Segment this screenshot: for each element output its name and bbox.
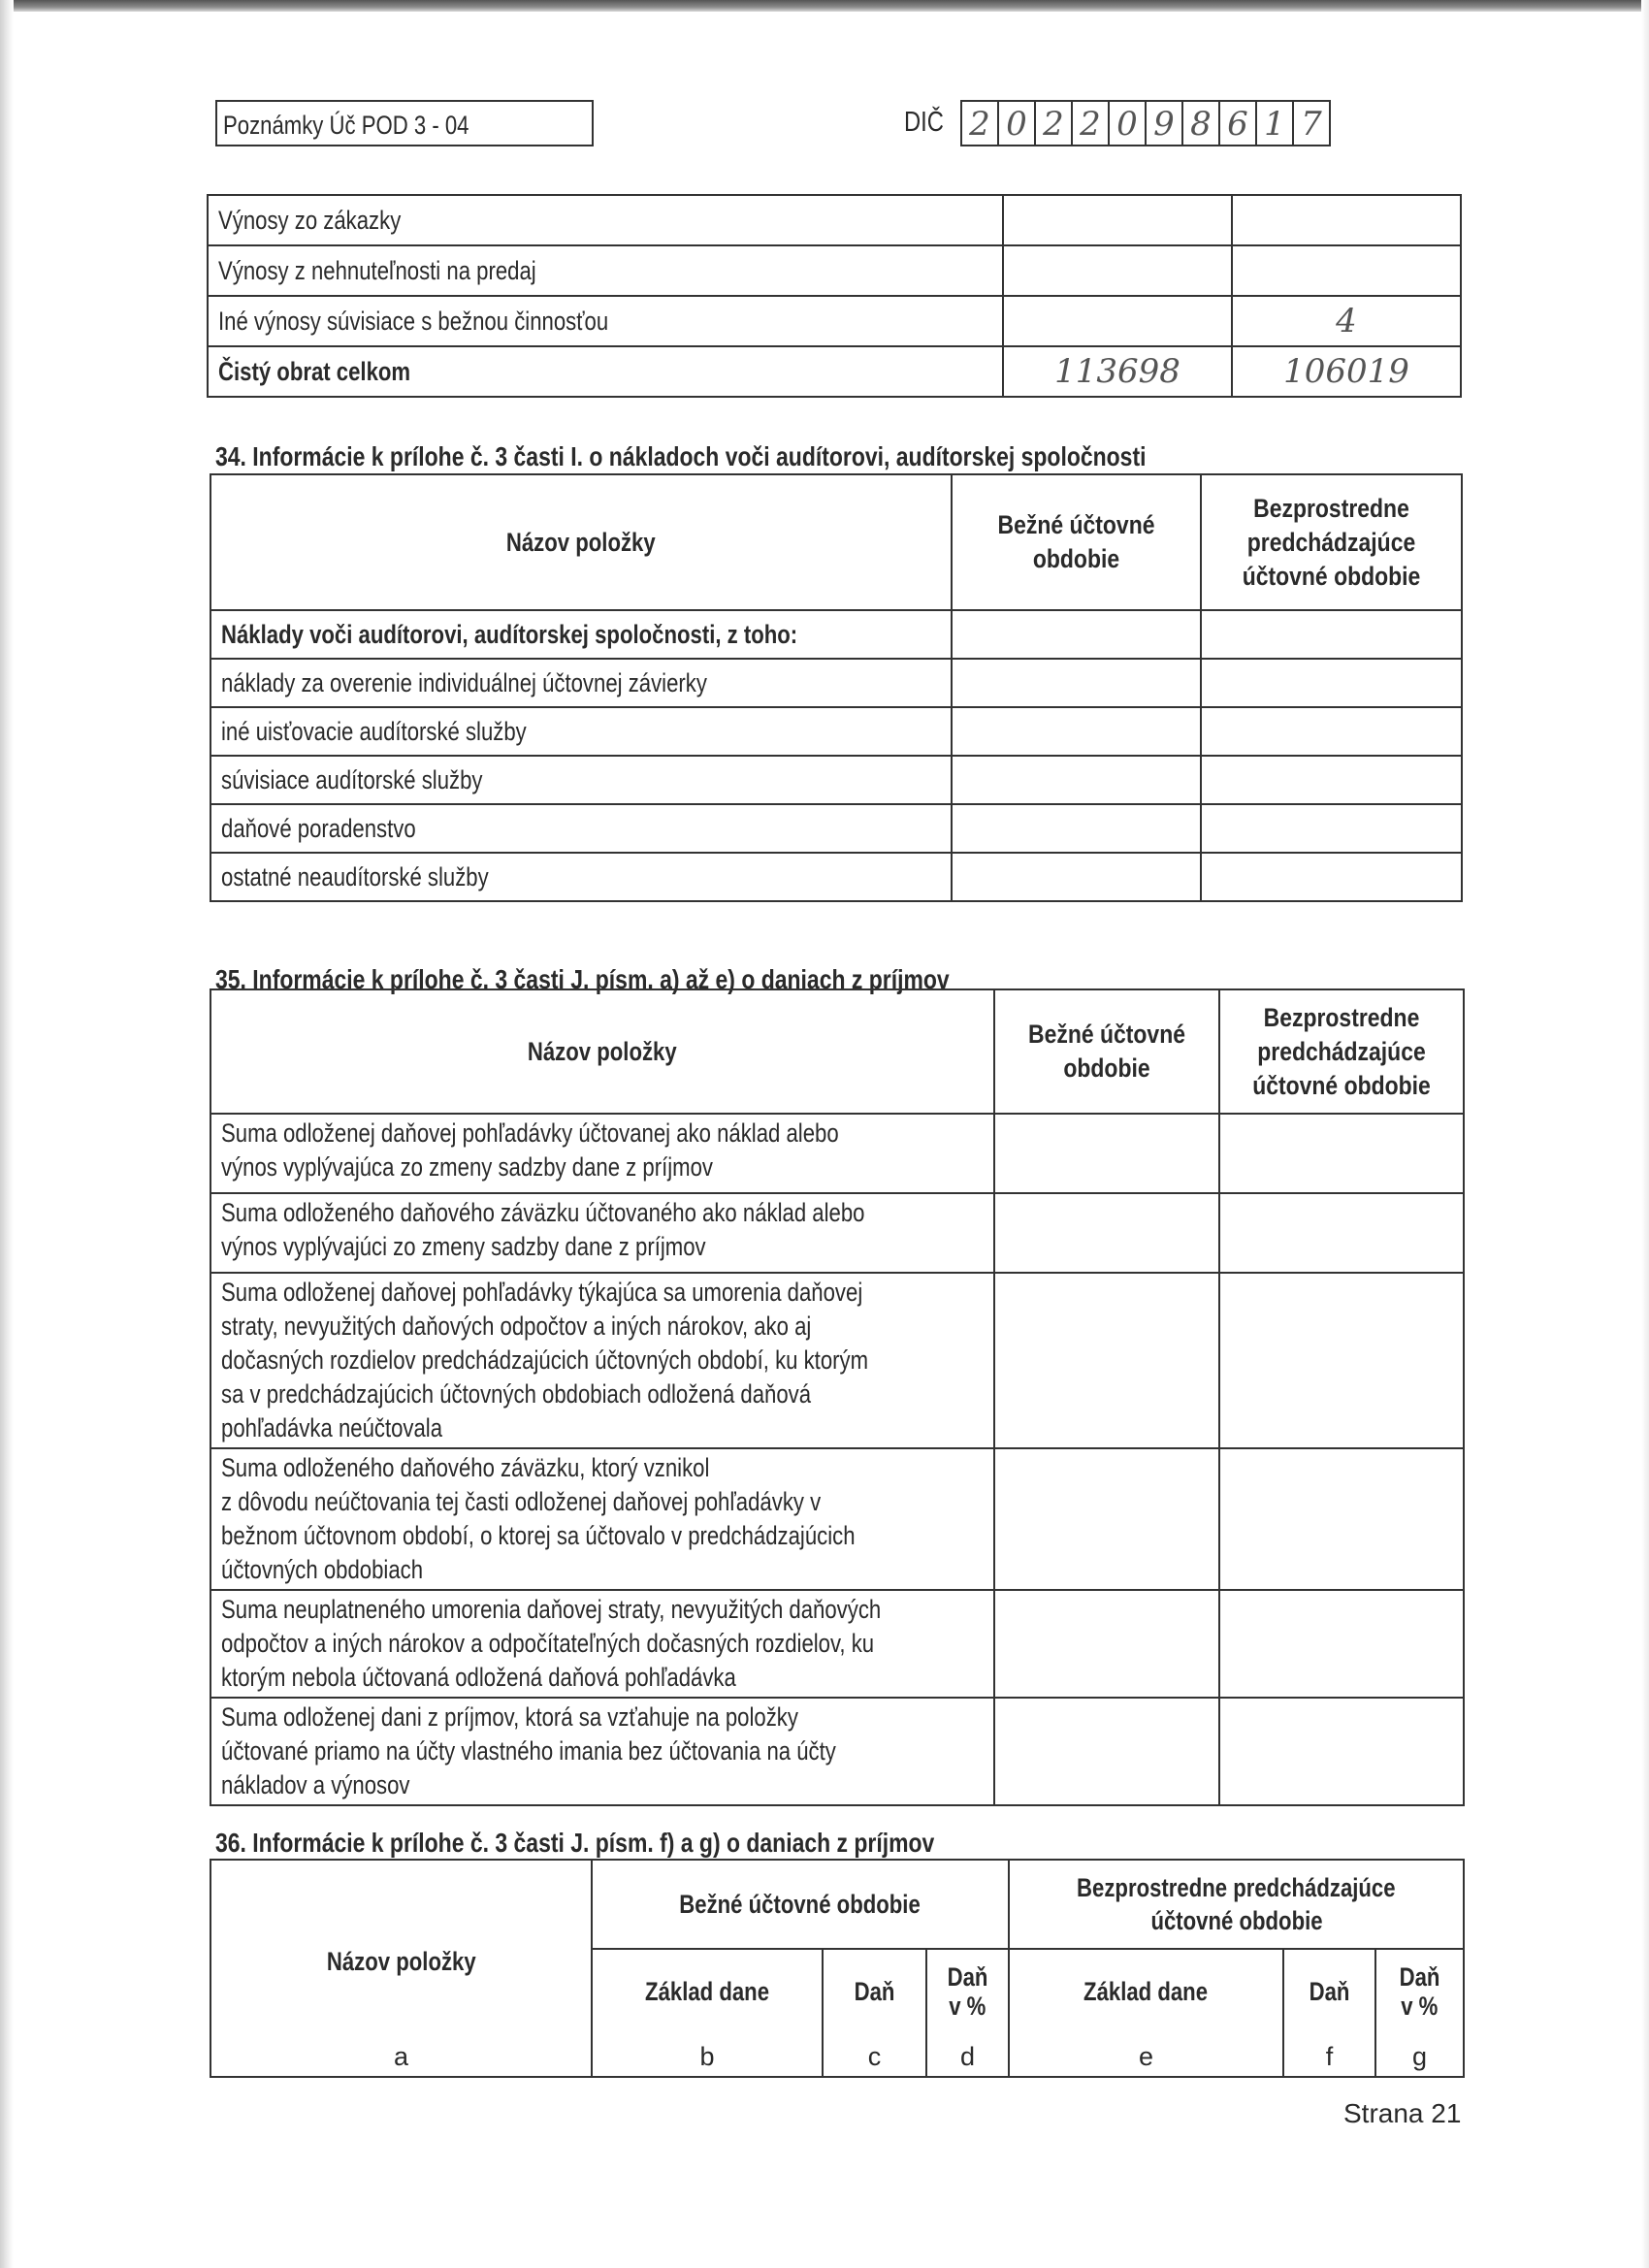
dic-field[interactable] <box>960 100 1331 146</box>
previous-period-cell[interactable] <box>1201 659 1462 707</box>
previous-period-cell[interactable] <box>1232 245 1461 296</box>
table-row <box>210 707 1462 756</box>
table-row <box>208 245 1461 296</box>
current-period-cell[interactable] <box>952 756 1201 804</box>
table-row <box>208 296 1461 346</box>
current-period-cell[interactable] <box>994 1448 1219 1590</box>
col-header-item: Názov položky <box>210 474 952 610</box>
table-row <box>210 1448 1464 1590</box>
dic-digit[interactable]: 2 <box>962 102 999 145</box>
dic-digit[interactable]: 6 <box>1220 102 1257 145</box>
row-label: Výnosy zo zákazky <box>208 195 1003 245</box>
document-id: Poznámky Úč POD 3 - 04 <box>223 111 469 140</box>
row-label: náklady za overenie individuálnej účtovnej závierky <box>210 659 952 707</box>
row-label: Suma odloženého daňového záväzku, ktorý vznikol z dôvodu neúčtovania tej časti odloženej daňovej pohľadávky v bežnom účtovnom období, o ktorej sa účtovalo v predchádzajúcich účtovných obdobiach <box>210 1448 994 1590</box>
col-header-tax-pct-current: Daň v % <box>926 1949 1009 2032</box>
document-id-box <box>215 100 594 146</box>
table-row <box>210 853 1462 901</box>
income-tax-table <box>210 988 1465 1806</box>
header-row <box>210 474 1462 610</box>
table-row <box>210 1698 1464 1805</box>
current-period-cell[interactable] <box>1003 195 1232 245</box>
previous-period-cell[interactable]: 4 <box>1232 296 1461 346</box>
current-period-cell[interactable] <box>952 707 1201 756</box>
scan-edge-left <box>0 0 14 2268</box>
header-row <box>210 1860 1464 1949</box>
current-period-cell[interactable] <box>952 853 1201 901</box>
auditor-costs-table <box>210 473 1463 902</box>
column-letter: f <box>1283 2032 1375 2077</box>
table-row <box>210 610 1462 659</box>
row-label: Suma odloženej daňovej pohľadávky účtovanej ako náklad alebo výnos vyplývajúca zo zmeny sadzby dane z príjmov <box>210 1114 994 1193</box>
table-row-total <box>208 346 1461 397</box>
dic-digit[interactable]: 0 <box>999 102 1036 145</box>
section-34-title: 34. Informácie k prílohe č. 3 časti I. o nákladoch voči audítorovi, audítorskej spoločnosti <box>215 441 1147 471</box>
col-header-current: Bežné účtovné obdobie <box>994 989 1219 1114</box>
current-period-cell[interactable] <box>994 1114 1219 1193</box>
col-header-previous: Bezprostredne predchádzajúce účtovné obdobie <box>1201 474 1462 610</box>
dic-digit[interactable]: 0 <box>1110 102 1147 145</box>
dic-label: DIČ <box>904 107 944 138</box>
previous-period-cell[interactable] <box>1201 853 1462 901</box>
column-letter: g <box>1375 2032 1464 2077</box>
column-letter: e <box>1009 2032 1283 2077</box>
row-label: Výnosy z nehnuteľnosti na predaj <box>208 245 1003 296</box>
previous-period-cell[interactable] <box>1201 804 1462 853</box>
previous-period-cell[interactable] <box>1201 756 1462 804</box>
row-label: Náklady voči audítorovi, audítorskej spoločnosti, z toho: <box>210 610 952 659</box>
column-letter: a <box>210 2032 592 2077</box>
table-row <box>210 659 1462 707</box>
section-35-title: 35. Informácie k prílohe č. 3 časti J. písm. a) až e) o daniach z príjmov <box>215 964 950 994</box>
scan-edge-right <box>1641 0 1649 2268</box>
income-tax-rates-table <box>210 1859 1465 2078</box>
previous-period-cell[interactable] <box>1232 195 1461 245</box>
scan-edge-top <box>0 0 1649 12</box>
dic-digit[interactable]: 8 <box>1183 102 1220 145</box>
table-row <box>210 756 1462 804</box>
previous-period-cell[interactable] <box>1219 1114 1464 1193</box>
column-letter: d <box>926 2032 1009 2077</box>
row-label: Suma odloženej daňovej pohľadávky týkajúca sa umorenia daňovej straty, nevyužitých daňových odpočtov a iných nárokov, ako aj dočasných rozdielov predchádzajúcich účtovných období, ku ktorým sa v predchádzajúcich účtovných obdobiach odložená daňová pohľadávka neúčtovala <box>210 1273 994 1448</box>
dic-digit[interactable]: 1 <box>1257 102 1294 145</box>
current-period-cell[interactable] <box>994 1273 1219 1448</box>
current-period-cell[interactable] <box>1003 296 1232 346</box>
current-period-cell[interactable] <box>994 1590 1219 1698</box>
previous-period-cell[interactable] <box>1219 1273 1464 1448</box>
table-row <box>210 1114 1464 1193</box>
revenue-table <box>207 194 1462 398</box>
previous-period-cell[interactable] <box>1219 1448 1464 1590</box>
header-row <box>210 989 1464 1114</box>
col-header-tax-current: Daň <box>823 1949 926 2032</box>
table-row <box>210 804 1462 853</box>
col-header-base-current: Základ dane <box>592 1949 823 2032</box>
previous-period-cell[interactable] <box>1219 1193 1464 1273</box>
dic-digit[interactable]: 9 <box>1147 102 1183 145</box>
row-label: daňové poradenstvo <box>210 804 952 853</box>
dic-digit[interactable]: 2 <box>1073 102 1110 145</box>
col-header-previous: Bezprostredne predchádzajúce účtovné obdobie <box>1219 989 1464 1114</box>
col-header-tax-pct-previous: Daň v % <box>1375 1949 1464 2032</box>
column-letter: c <box>823 2032 926 2077</box>
page-number: Strana 21 <box>1343 2098 1462 2128</box>
col-header-base-previous: Základ dane <box>1009 1949 1283 2032</box>
previous-period-cell[interactable] <box>1219 1698 1464 1805</box>
previous-period-cell[interactable] <box>1201 610 1462 659</box>
current-period-cell[interactable] <box>952 610 1201 659</box>
previous-period-cell[interactable] <box>1219 1590 1464 1698</box>
row-label: iné uisťovacie audítorské služby <box>210 707 952 756</box>
table-row <box>208 195 1461 245</box>
current-period-cell[interactable] <box>994 1698 1219 1805</box>
row-label: ostatné neaudítorské služby <box>210 853 952 901</box>
col-header-tax-previous: Daň <box>1283 1949 1375 2032</box>
current-period-total[interactable]: 113698 <box>1003 346 1232 397</box>
table-row <box>210 1273 1464 1448</box>
column-letters-row <box>210 2032 1464 2077</box>
row-label: súvisiace audítorské služby <box>210 756 952 804</box>
row-label: Suma odloženého daňového záväzku účtovaného ako náklad alebo výnos vyplývajúci zo zmeny sadzby dane z príjmov <box>210 1193 994 1273</box>
previous-period-total[interactable]: 106019 <box>1232 346 1461 397</box>
current-period-cell[interactable] <box>952 659 1201 707</box>
dic-digit[interactable]: 7 <box>1294 102 1331 145</box>
current-period-cell[interactable] <box>952 804 1201 853</box>
row-label: Iné výnosy súvisiace s bežnou činnosťou <box>208 296 1003 346</box>
dic-digit[interactable]: 2 <box>1036 102 1073 145</box>
table-row <box>210 1193 1464 1273</box>
current-period-cell[interactable] <box>994 1193 1219 1273</box>
current-period-cell[interactable] <box>1003 245 1232 296</box>
row-label: Čistý obrat celkom <box>208 346 1003 397</box>
row-label: Suma neuplatneného umorenia daňovej straty, nevyužitých daňových odpočtov a iných nárokov a odpočítateľných dočasných rozdielov, ku ktorým nebola účtovaná odložená daňová pohľadávka <box>210 1590 994 1698</box>
col-header-current: Bežné účtovné obdobie <box>592 1860 1009 1949</box>
table-row <box>210 1590 1464 1698</box>
col-header-item: Názov položky <box>210 1860 592 2032</box>
previous-period-cell[interactable] <box>1201 707 1462 756</box>
section-36-title: 36. Informácie k prílohe č. 3 časti J. písm. f) a g) o daniach z príjmov <box>215 1828 935 1858</box>
column-letter: b <box>592 2032 823 2077</box>
col-header-current: Bežné účtovné obdobie <box>952 474 1201 610</box>
row-label: Suma odloženej dani z príjmov, ktorá sa vzťahuje na položky účtované priamo na účty vlastného imania bez účtovania na účty nákladov a výnosov <box>210 1698 994 1805</box>
col-header-previous: Bezprostredne predchádzajúce účtovné obdobie <box>1009 1860 1464 1949</box>
col-header-item: Názov položky <box>210 989 994 1114</box>
